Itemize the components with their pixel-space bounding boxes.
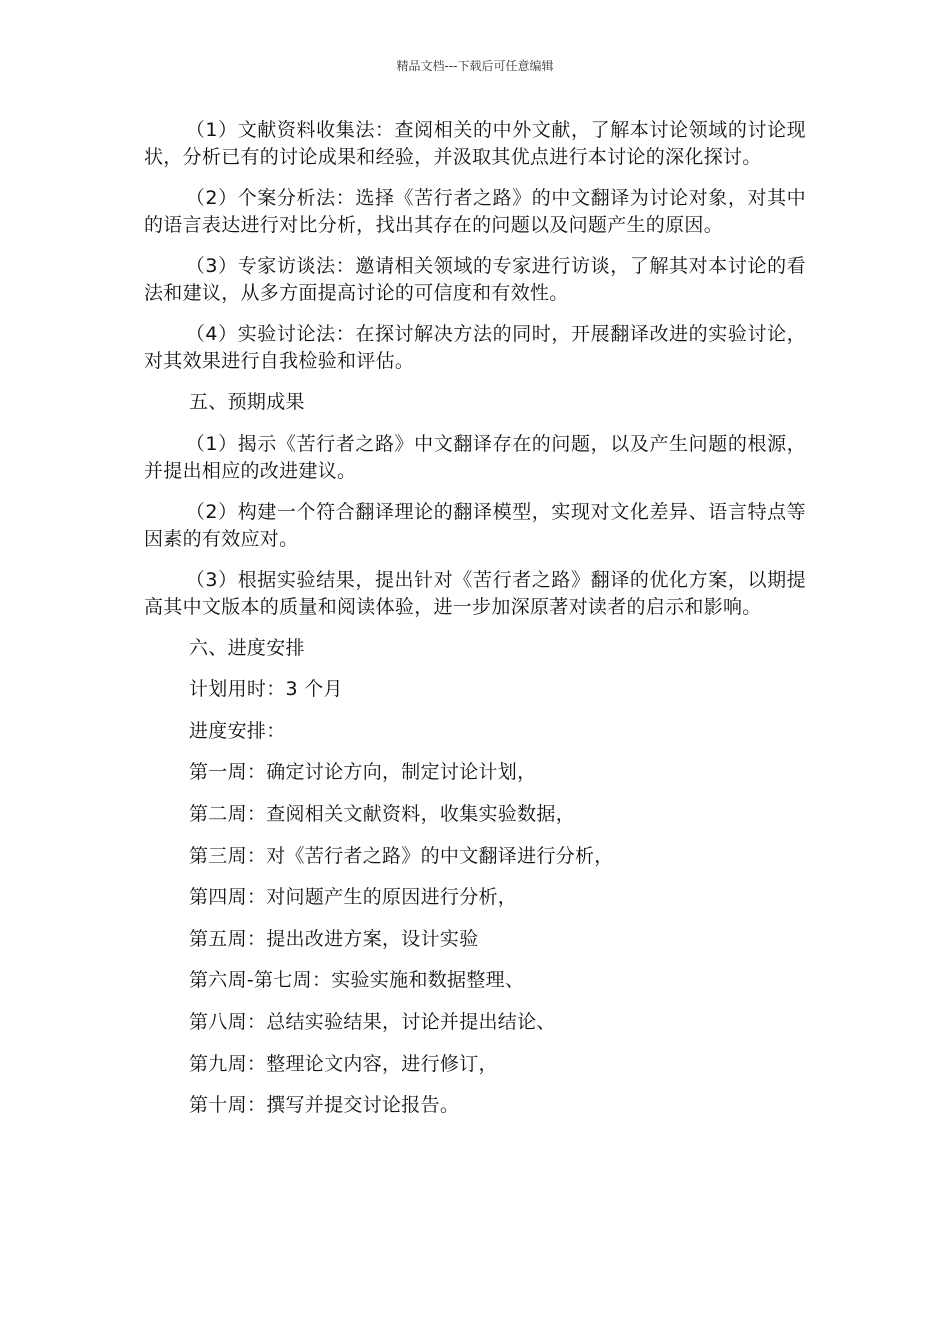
schedule-week-5: 第五周：提出改进方案，设计实验 xyxy=(189,927,479,950)
method-paragraph-4: （4）实验讨论法：在探讨解决方法的同时，开展翻译改进的实验讨论，对其效果进行自我检验和评估。 xyxy=(144,323,806,372)
section-heading-schedule: 六、进度安排 xyxy=(189,636,305,659)
outcome-paragraph-1: （1）揭示《苦行者之路》中文翻译存在的问题，以及产生问题的根源，并提出相应的改进建议。 xyxy=(144,432,806,482)
schedule-week-10: 第十周：撰写并提交讨论报告。 xyxy=(189,1094,460,1117)
schedule-week-2: 第二周：查阅相关文献资料，收集实验数据， xyxy=(189,802,576,825)
schedule-week-9: 第九周：整理论文内容，进行修订， xyxy=(189,1052,498,1075)
schedule-week-8: 第八周：总结实验结果，讨论并提出结论、 xyxy=(189,1010,556,1033)
method-paragraph-1: （1）文献资料收集法：查阅相关的中外文献，了解本讨论领域的讨论现状，分析已有的讨论成果和经验，并汲取其优点进行本讨论的深化探讨。 xyxy=(144,119,806,168)
page-header: 精品文档---下载后可任意编辑 xyxy=(396,59,554,73)
schedule-week-1: 第一周：确定讨论方向，制定讨论计划， xyxy=(189,761,537,784)
plan-duration: 计划用时：3 个月 xyxy=(189,678,343,701)
schedule-week-3: 第三周：对《苦行者之路》的中文翻译进行分析， xyxy=(189,844,614,867)
outcome-paragraph-2: （2）构建一个符合翻译理论的翻译模型，实现对文化差异、语言特点等因素的有效应对。 xyxy=(144,500,806,550)
schedule-week-6-7: 第六周-第七周：实验实施和数据整理、 xyxy=(189,969,525,992)
document-body xyxy=(144,117,806,1134)
method-paragraph-2: （2）个案分析法：选择《苦行者之路》的中文翻译为讨论对象，对其中的语言表达进行对比分析，找出其存在的问题以及问题产生的原因。 xyxy=(144,187,806,236)
method-paragraph-3: （3）专家访谈法：邀请相关领域的专家进行访谈，了解其对本讨论的看法和建议，从多方面提高讨论的可信度和有效性。 xyxy=(144,255,806,304)
outcome-paragraph-3: （3）根据实验结果，提出针对《苦行者之路》翻译的优化方案，以期提高其中文版本的质量和阅读体验，进一步加深原著对读者的启示和影响。 xyxy=(144,568,806,618)
schedule-label: 进度安排： xyxy=(189,719,286,742)
section-heading-expected-outcomes: 五、预期成果 xyxy=(189,391,305,413)
schedule-week-4: 第四周：对问题产生的原因进行分析， xyxy=(189,886,518,909)
